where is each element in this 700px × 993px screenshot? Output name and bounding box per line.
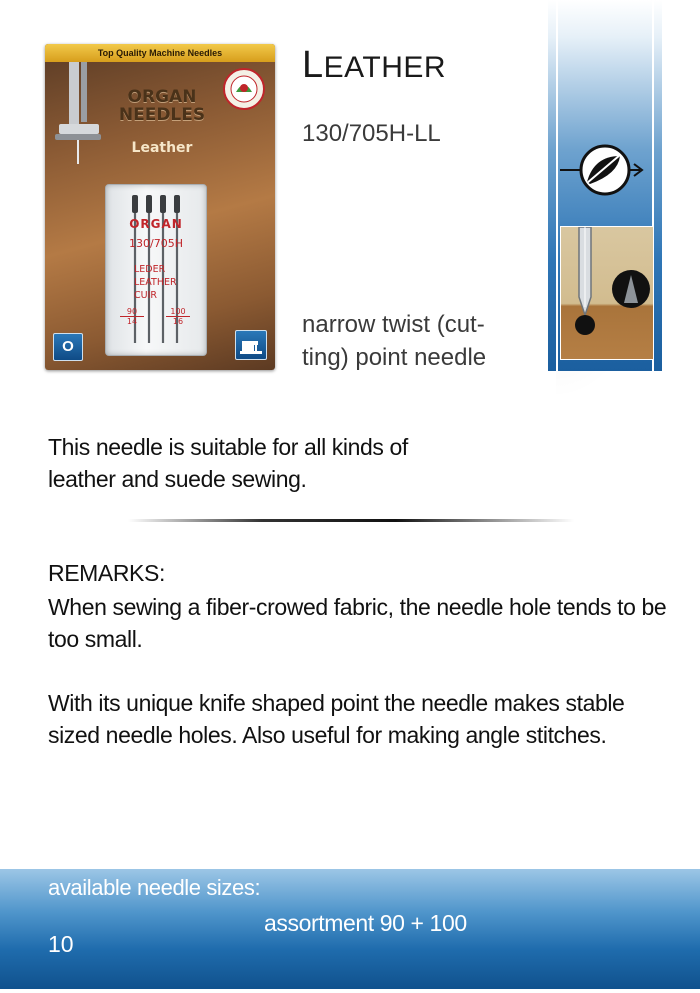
sewing-machine-glyph	[236, 331, 266, 359]
brand-line-2: NEEDLES	[118, 105, 206, 125]
sewing-machine-icon	[235, 330, 267, 360]
point-description	[302, 308, 522, 374]
brand-line-1: ORGAN	[127, 87, 197, 107]
remark-paragraph-2: With its unique knife shaped point the needle makes stable sized needle holes. Also useful for making angle stitches.	[48, 690, 625, 748]
page-number: 10	[48, 931, 74, 957]
suitability-text	[48, 431, 428, 495]
window-word-3: CUIR	[134, 290, 157, 301]
needle-closeup-graphic	[561, 227, 653, 359]
available-sizes-label: available needle sizes:	[48, 875, 261, 900]
strip-line-left	[556, 0, 558, 371]
remark-paragraph-1: When sewing a fiber-crowed fabric, the needle hole tends to be too small.	[48, 594, 667, 652]
page-edge	[0, 989, 700, 993]
title-initial: L	[302, 44, 324, 86]
size-right-bottom: 16	[166, 316, 190, 326]
needle-window	[105, 184, 207, 356]
needle-system-icon: O	[53, 333, 83, 361]
remarks-body	[48, 591, 668, 783]
sewing-machine-foot-graphic	[51, 62, 107, 172]
suitability-line-1: This needle is suitable for all kinds of	[48, 434, 408, 460]
page-title	[302, 44, 446, 87]
package-banner: Top Quality Machine Needles	[45, 44, 275, 62]
title-rest: EATHER	[323, 51, 447, 84]
package-needle-type: Leather	[131, 140, 193, 156]
window-words	[134, 263, 204, 302]
window-word-2: LEATHER	[134, 277, 177, 288]
needle-penetration-closeup	[560, 226, 654, 360]
package-brand	[117, 88, 207, 124]
window-brand: ORGAN	[129, 217, 183, 231]
window-code: 130/705H	[129, 237, 183, 250]
point-description-line-1: narrow twist (cut-	[302, 311, 485, 338]
suitability-line-2: leather and suede sewing.	[48, 466, 307, 492]
size-left-top: 90	[126, 307, 138, 316]
section-divider	[128, 519, 574, 522]
window-word-1: LEDER	[134, 264, 166, 275]
remarks-heading: REMARKS:	[48, 560, 165, 586]
needle-code: 130/705H-LL	[302, 120, 441, 147]
point-description-line-2: ting) point needle	[302, 344, 487, 371]
cutting-point-icon	[560, 142, 650, 198]
assortment-sizes: assortment 90 + 100	[264, 910, 467, 936]
product-package-image	[45, 44, 275, 370]
size-label-left	[120, 307, 144, 326]
size-right-top: 100	[170, 307, 186, 316]
size-label-right	[166, 307, 190, 326]
size-left-bottom: 14	[120, 316, 144, 326]
quality-seal-icon	[223, 68, 265, 110]
